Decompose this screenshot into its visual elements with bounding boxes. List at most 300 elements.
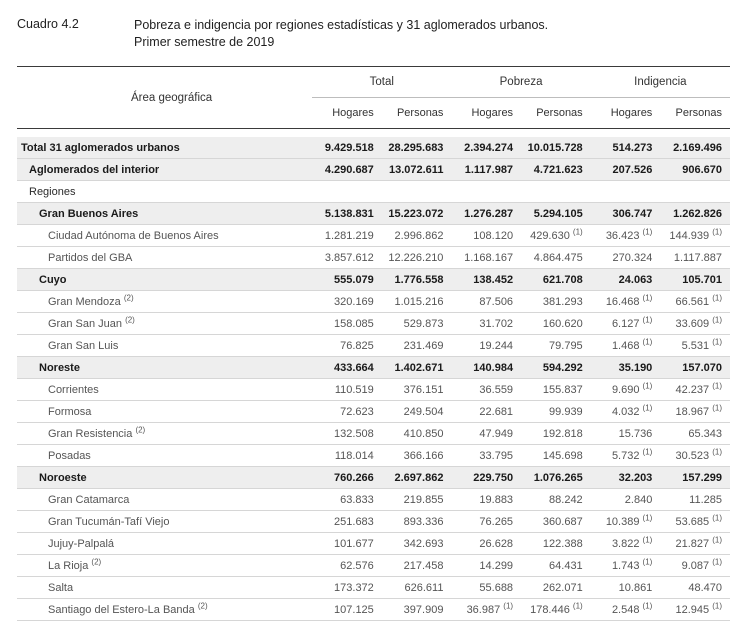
cell-value xyxy=(312,445,382,467)
footnote-marker: (1) xyxy=(712,336,722,346)
footnote-marker: (1) xyxy=(712,226,722,236)
cell-number: 26.628 xyxy=(479,537,514,550)
cell-value xyxy=(312,357,382,379)
cell-value xyxy=(312,577,382,599)
cell-value xyxy=(382,555,452,577)
cell-value xyxy=(521,357,591,379)
cell-number: 342.693 xyxy=(403,537,444,550)
cell-value xyxy=(451,335,521,357)
cell-value xyxy=(521,181,591,203)
cell-value xyxy=(382,467,452,489)
area-name-text: Total 31 aglomerados urbanos xyxy=(21,141,180,154)
cell-value xyxy=(382,401,452,423)
cell-number: 22.681 xyxy=(479,405,514,418)
footnote-marker: (1) xyxy=(712,292,722,302)
footnote-marker: (1) xyxy=(572,600,583,610)
cell-value xyxy=(312,225,382,247)
cell-value xyxy=(451,511,521,533)
cell-number: 251.683 xyxy=(334,515,374,528)
cell-number: 16.468 xyxy=(605,295,640,308)
cell-number: 178.446 xyxy=(530,603,570,616)
row-area-name xyxy=(17,401,312,423)
cell-number: 5.138.831 xyxy=(324,207,374,220)
cell-number: 229.750 xyxy=(473,471,514,484)
cell-number: 14.299 xyxy=(479,559,514,572)
table-row xyxy=(17,423,730,445)
row-area-name xyxy=(17,335,312,357)
cell-value xyxy=(312,599,382,621)
row-area-name xyxy=(17,269,312,291)
cell-value xyxy=(382,489,452,511)
cell-number: 63.833 xyxy=(340,493,374,506)
row-area-name xyxy=(17,159,312,181)
cell-number: 2.548 xyxy=(611,603,640,616)
table-row xyxy=(17,533,730,555)
cell-number: 157.070 xyxy=(682,361,722,374)
cell-value xyxy=(312,291,382,313)
row-area-name xyxy=(17,379,312,401)
table-row xyxy=(17,313,730,335)
cell-value xyxy=(451,489,521,511)
cell-number: 35.190 xyxy=(618,361,653,374)
cell-number: 155.837 xyxy=(542,383,583,396)
cell-number: 2.840 xyxy=(624,493,653,506)
footnote-marker: (1) xyxy=(572,226,583,236)
poverty-table xyxy=(17,66,730,621)
cell-value xyxy=(521,203,591,225)
cell-number: 1.743 xyxy=(611,559,640,572)
area-name-text: Gran Mendoza xyxy=(48,295,121,308)
cell-value xyxy=(451,599,521,621)
cell-value xyxy=(660,379,730,401)
cell-value xyxy=(451,269,521,291)
area-name-text: Gran San Juan xyxy=(48,317,122,330)
cell-number: 12.226.210 xyxy=(388,251,444,264)
cell-number: 105.701 xyxy=(682,273,722,286)
cell-value xyxy=(591,159,661,181)
cell-number: 158.085 xyxy=(334,317,374,330)
cell-number: 1.117.987 xyxy=(464,163,514,176)
cell-value xyxy=(660,203,730,225)
cell-number: 33.609 xyxy=(675,317,710,330)
header-group-total: Total xyxy=(312,67,451,98)
row-area-name xyxy=(17,357,312,379)
cell-number: 19.883 xyxy=(479,493,514,506)
cell-value xyxy=(382,181,452,203)
area-name-text: Noroeste xyxy=(39,471,87,484)
cell-number: 28.295.683 xyxy=(388,141,444,154)
cell-number: 1.276.287 xyxy=(464,207,514,220)
cell-number: 217.458 xyxy=(403,559,444,572)
cell-number: 11.285 xyxy=(689,493,722,506)
cell-number: 433.664 xyxy=(334,361,374,374)
cell-number: 231.469 xyxy=(403,339,444,352)
footnote-marker: (1) xyxy=(712,534,722,544)
area-name-text: Santiago del Estero-La Banda xyxy=(48,603,195,616)
footnote-marker: (1) xyxy=(642,314,653,324)
cell-value xyxy=(451,203,521,225)
title-line-1: Pobreza e indigencia por regiones estadísticas y 31 aglomerados urbanos. xyxy=(134,18,549,32)
cell-value xyxy=(312,489,382,511)
cell-value xyxy=(312,467,382,489)
cell-value xyxy=(382,533,452,555)
cell-number: 87.506 xyxy=(479,295,514,308)
cell-number: 376.151 xyxy=(403,383,444,396)
cell-number: 1.015.216 xyxy=(394,295,444,308)
footnote-marker: (1) xyxy=(642,534,653,544)
footnote-marker: (1) xyxy=(642,600,653,610)
cell-value xyxy=(591,467,661,489)
cell-number: 1.281.219 xyxy=(324,229,374,242)
header-sub-personas: Personas xyxy=(382,98,452,129)
cell-number: 5.732 xyxy=(611,449,640,462)
row-area-name xyxy=(17,181,312,203)
area-name-text: Gran San Luis xyxy=(48,339,119,352)
header-group-pobreza: Pobreza xyxy=(451,67,590,98)
footnote-marker: (1) xyxy=(642,336,653,346)
cell-value xyxy=(382,203,452,225)
header-sub-hogares: Hogares xyxy=(591,98,661,129)
cell-value xyxy=(521,225,591,247)
cell-number: 2.697.862 xyxy=(394,471,444,484)
cell-value xyxy=(591,291,661,313)
area-name-text: La Rioja xyxy=(48,559,89,572)
cell-number: 2.996.862 xyxy=(394,229,444,242)
footnote-marker: (1) xyxy=(642,402,653,412)
cell-value xyxy=(382,269,452,291)
cell-value xyxy=(591,313,661,335)
cell-number: 132.508 xyxy=(334,427,374,440)
cell-number: 1.468 xyxy=(611,339,640,352)
footnote-marker: (1) xyxy=(642,292,653,302)
table-row xyxy=(17,137,730,159)
cell-value xyxy=(451,159,521,181)
cell-number: 19.244 xyxy=(479,339,514,352)
area-name-text: Aglomerados del interior xyxy=(29,163,160,176)
cell-number: 144.939 xyxy=(669,229,710,242)
area-name-text: Posadas xyxy=(48,449,91,462)
row-area-name xyxy=(17,511,312,533)
cell-value xyxy=(521,533,591,555)
footnote-marker: (2) xyxy=(91,556,102,566)
cell-value xyxy=(312,181,382,203)
title-line-2: Primer semestre de 2019 xyxy=(134,35,275,49)
cell-number: 410.850 xyxy=(403,427,444,440)
cell-value xyxy=(382,313,452,335)
footnote-marker: (1) xyxy=(712,402,722,412)
cell-value xyxy=(660,555,730,577)
cell-number: 101.677 xyxy=(334,537,374,550)
cell-number: 2.394.274 xyxy=(464,141,514,154)
cell-value xyxy=(591,269,661,291)
cell-number: 514.273 xyxy=(612,141,653,154)
cell-value xyxy=(382,357,452,379)
row-area-name xyxy=(17,467,312,489)
cell-number: 160.620 xyxy=(542,317,583,330)
cell-number: 173.372 xyxy=(334,581,374,594)
area-name-text: Ciudad Autónoma de Buenos Aires xyxy=(48,229,219,242)
area-name-text: Jujuy-Palpalá xyxy=(48,537,115,550)
cell-number: 76.825 xyxy=(340,339,374,352)
cell-number: 306.747 xyxy=(612,207,653,220)
row-area-name xyxy=(17,489,312,511)
cell-number: 5.531 xyxy=(681,339,710,352)
area-name-text: Partidos del GBA xyxy=(48,251,133,264)
cell-number: 1.076.265 xyxy=(533,471,583,484)
footnote-marker: (2) xyxy=(125,314,135,324)
cell-number: 107.125 xyxy=(334,603,374,616)
cell-value xyxy=(312,401,382,423)
cell-number: 262.071 xyxy=(542,581,583,594)
row-area-name xyxy=(17,445,312,467)
cell-value xyxy=(591,423,661,445)
cell-number: 62.576 xyxy=(340,559,374,572)
cell-number: 893.336 xyxy=(403,515,444,528)
cell-value xyxy=(591,511,661,533)
cell-number: 397.909 xyxy=(403,603,444,616)
cell-value xyxy=(660,489,730,511)
cell-value xyxy=(660,577,730,599)
cell-number: 138.452 xyxy=(473,273,514,286)
cell-value xyxy=(660,511,730,533)
cell-value xyxy=(521,269,591,291)
cell-number: 122.388 xyxy=(542,537,583,550)
table-number: Cuadro 4.2 xyxy=(17,17,79,31)
cell-number: 621.708 xyxy=(542,273,583,286)
cell-value xyxy=(591,533,661,555)
cell-number: 529.873 xyxy=(403,317,444,330)
footnote-marker: (1) xyxy=(712,556,722,566)
header-area: Área geográfica xyxy=(17,67,312,129)
table-header xyxy=(17,67,730,129)
footnote-marker: (1) xyxy=(642,446,653,456)
area-name-text: Gran Buenos Aires xyxy=(39,207,139,220)
table-row xyxy=(17,599,730,621)
row-area-name xyxy=(17,577,312,599)
cell-value xyxy=(521,335,591,357)
area-name-text: Salta xyxy=(48,581,74,594)
cell-number: 320.169 xyxy=(334,295,374,308)
cell-value xyxy=(521,555,591,577)
cell-number: 626.611 xyxy=(404,581,444,594)
cell-value xyxy=(451,467,521,489)
cell-number: 42.237 xyxy=(675,383,710,396)
cell-value xyxy=(591,357,661,379)
cell-value xyxy=(382,379,452,401)
cell-number: 32.203 xyxy=(618,471,653,484)
table-row xyxy=(17,445,730,467)
cell-value xyxy=(451,137,521,159)
cell-number: 192.818 xyxy=(542,427,583,440)
cell-number: 10.015.728 xyxy=(527,141,583,154)
cell-value xyxy=(451,401,521,423)
row-area-name xyxy=(17,599,312,621)
footnote-marker: (1) xyxy=(712,380,722,390)
cell-value xyxy=(521,159,591,181)
cell-value xyxy=(591,489,661,511)
cell-number: 381.293 xyxy=(542,295,583,308)
cell-number: 66.561 xyxy=(675,295,710,308)
cell-number: 64.431 xyxy=(549,559,583,572)
footnote-marker: (1) xyxy=(712,512,722,522)
cell-value xyxy=(382,599,452,621)
cell-value xyxy=(521,445,591,467)
cell-number: 53.685 xyxy=(675,515,710,528)
footnote-marker: (1) xyxy=(642,556,653,566)
cell-number: 31.702 xyxy=(479,317,514,330)
cell-value xyxy=(451,313,521,335)
cell-number: 4.721.623 xyxy=(533,163,583,176)
cell-value xyxy=(521,313,591,335)
cell-value xyxy=(382,137,452,159)
cell-value xyxy=(660,467,730,489)
area-name-text: Noreste xyxy=(39,361,80,374)
cell-value xyxy=(382,577,452,599)
cell-value xyxy=(451,423,521,445)
cell-value xyxy=(591,181,661,203)
cell-number: 1.117.887 xyxy=(673,251,722,264)
cell-value xyxy=(451,445,521,467)
cell-value xyxy=(312,379,382,401)
cell-value xyxy=(521,137,591,159)
cell-number: 1.776.558 xyxy=(394,273,444,286)
cell-value xyxy=(591,445,661,467)
cell-value xyxy=(660,225,730,247)
cell-number: 207.526 xyxy=(612,163,653,176)
cell-number: 36.987 xyxy=(466,603,501,616)
table-row xyxy=(17,225,730,247)
cell-number: 33.795 xyxy=(479,449,514,462)
cell-value xyxy=(382,511,452,533)
cell-number: 15.736 xyxy=(618,427,653,440)
cell-value xyxy=(521,423,591,445)
cell-value xyxy=(591,335,661,357)
cell-value xyxy=(521,511,591,533)
area-name-text: Regiones xyxy=(29,185,76,198)
cell-number: 10.389 xyxy=(605,515,640,528)
row-area-name xyxy=(17,247,312,269)
row-area-name xyxy=(17,555,312,577)
cell-value xyxy=(382,159,452,181)
footnote-marker: (1) xyxy=(503,600,514,610)
cell-value xyxy=(660,533,730,555)
cell-number: 3.822 xyxy=(611,537,640,550)
cell-number: 594.292 xyxy=(542,361,583,374)
cell-number: 30.523 xyxy=(675,449,710,462)
header-sub-hogares: Hogares xyxy=(451,98,521,129)
cell-value xyxy=(660,357,730,379)
row-area-name xyxy=(17,533,312,555)
cell-value xyxy=(591,555,661,577)
cell-number: 88.242 xyxy=(549,493,583,506)
cell-value xyxy=(382,335,452,357)
cell-value xyxy=(451,577,521,599)
cell-number: 110.519 xyxy=(334,383,374,396)
cell-value xyxy=(451,555,521,577)
cell-number: 12.945 xyxy=(675,603,710,616)
area-name-text: Gran Catamarca xyxy=(48,493,130,506)
cell-number: 4.032 xyxy=(611,405,640,418)
footnote-marker: (1) xyxy=(712,446,722,456)
cell-value xyxy=(660,247,730,269)
cell-number: 118.014 xyxy=(334,449,374,462)
table-row xyxy=(17,489,730,511)
cell-value xyxy=(660,181,730,203)
cell-number: 157.299 xyxy=(682,471,722,484)
cell-value xyxy=(660,291,730,313)
cell-number: 65.343 xyxy=(688,427,722,440)
footnote-marker: (2) xyxy=(123,292,134,302)
cell-value xyxy=(312,159,382,181)
table-title xyxy=(134,17,548,51)
cell-number: 24.063 xyxy=(618,273,653,286)
cell-number: 270.324 xyxy=(612,251,653,264)
table-row xyxy=(17,511,730,533)
cell-value xyxy=(451,225,521,247)
cell-number: 9.429.518 xyxy=(324,141,374,154)
cell-number: 140.984 xyxy=(473,361,514,374)
table-row xyxy=(17,401,730,423)
cell-value xyxy=(451,357,521,379)
cell-value xyxy=(521,247,591,269)
cell-number: 760.266 xyxy=(334,471,374,484)
cell-value xyxy=(591,599,661,621)
cell-number: 36.423 xyxy=(605,229,640,242)
cell-number: 36.559 xyxy=(479,383,514,396)
table-row xyxy=(17,203,730,225)
cell-number: 48.470 xyxy=(688,581,722,594)
cell-number: 76.265 xyxy=(479,515,514,528)
cell-number: 1.402.671 xyxy=(394,361,444,374)
cell-number: 555.079 xyxy=(334,273,374,286)
cell-number: 249.504 xyxy=(403,405,444,418)
cell-number: 9.690 xyxy=(611,383,640,396)
cell-value xyxy=(312,511,382,533)
cell-number: 4.290.687 xyxy=(324,163,374,176)
cell-value xyxy=(660,401,730,423)
cell-number: 72.623 xyxy=(340,405,374,418)
cell-value xyxy=(312,269,382,291)
table-row xyxy=(17,335,730,357)
cell-number: 145.698 xyxy=(542,449,583,462)
cell-value xyxy=(521,379,591,401)
cell-value xyxy=(451,291,521,313)
cell-number: 18.967 xyxy=(675,405,710,418)
row-area-name xyxy=(17,313,312,335)
footnote-marker: (1) xyxy=(642,512,653,522)
footnote-marker: (1) xyxy=(712,314,722,324)
cell-number: 219.855 xyxy=(403,493,444,506)
cell-number: 3.857.612 xyxy=(324,251,374,264)
cell-value xyxy=(660,137,730,159)
cell-number: 366.166 xyxy=(403,449,444,462)
cell-number: 906.670 xyxy=(682,163,722,176)
table-row xyxy=(17,181,730,203)
footnote-marker: (1) xyxy=(642,226,653,236)
cell-number: 55.688 xyxy=(479,581,514,594)
header-sub-personas: Personas xyxy=(660,98,730,129)
table-row xyxy=(17,159,730,181)
cell-number: 5.294.105 xyxy=(533,207,583,220)
table-row xyxy=(17,555,730,577)
cell-value xyxy=(660,313,730,335)
cell-value xyxy=(521,291,591,313)
table-caption xyxy=(17,17,750,57)
area-name-text: Gran Resistencia xyxy=(48,427,133,440)
cell-value xyxy=(660,423,730,445)
cell-value xyxy=(591,225,661,247)
row-area-name xyxy=(17,291,312,313)
